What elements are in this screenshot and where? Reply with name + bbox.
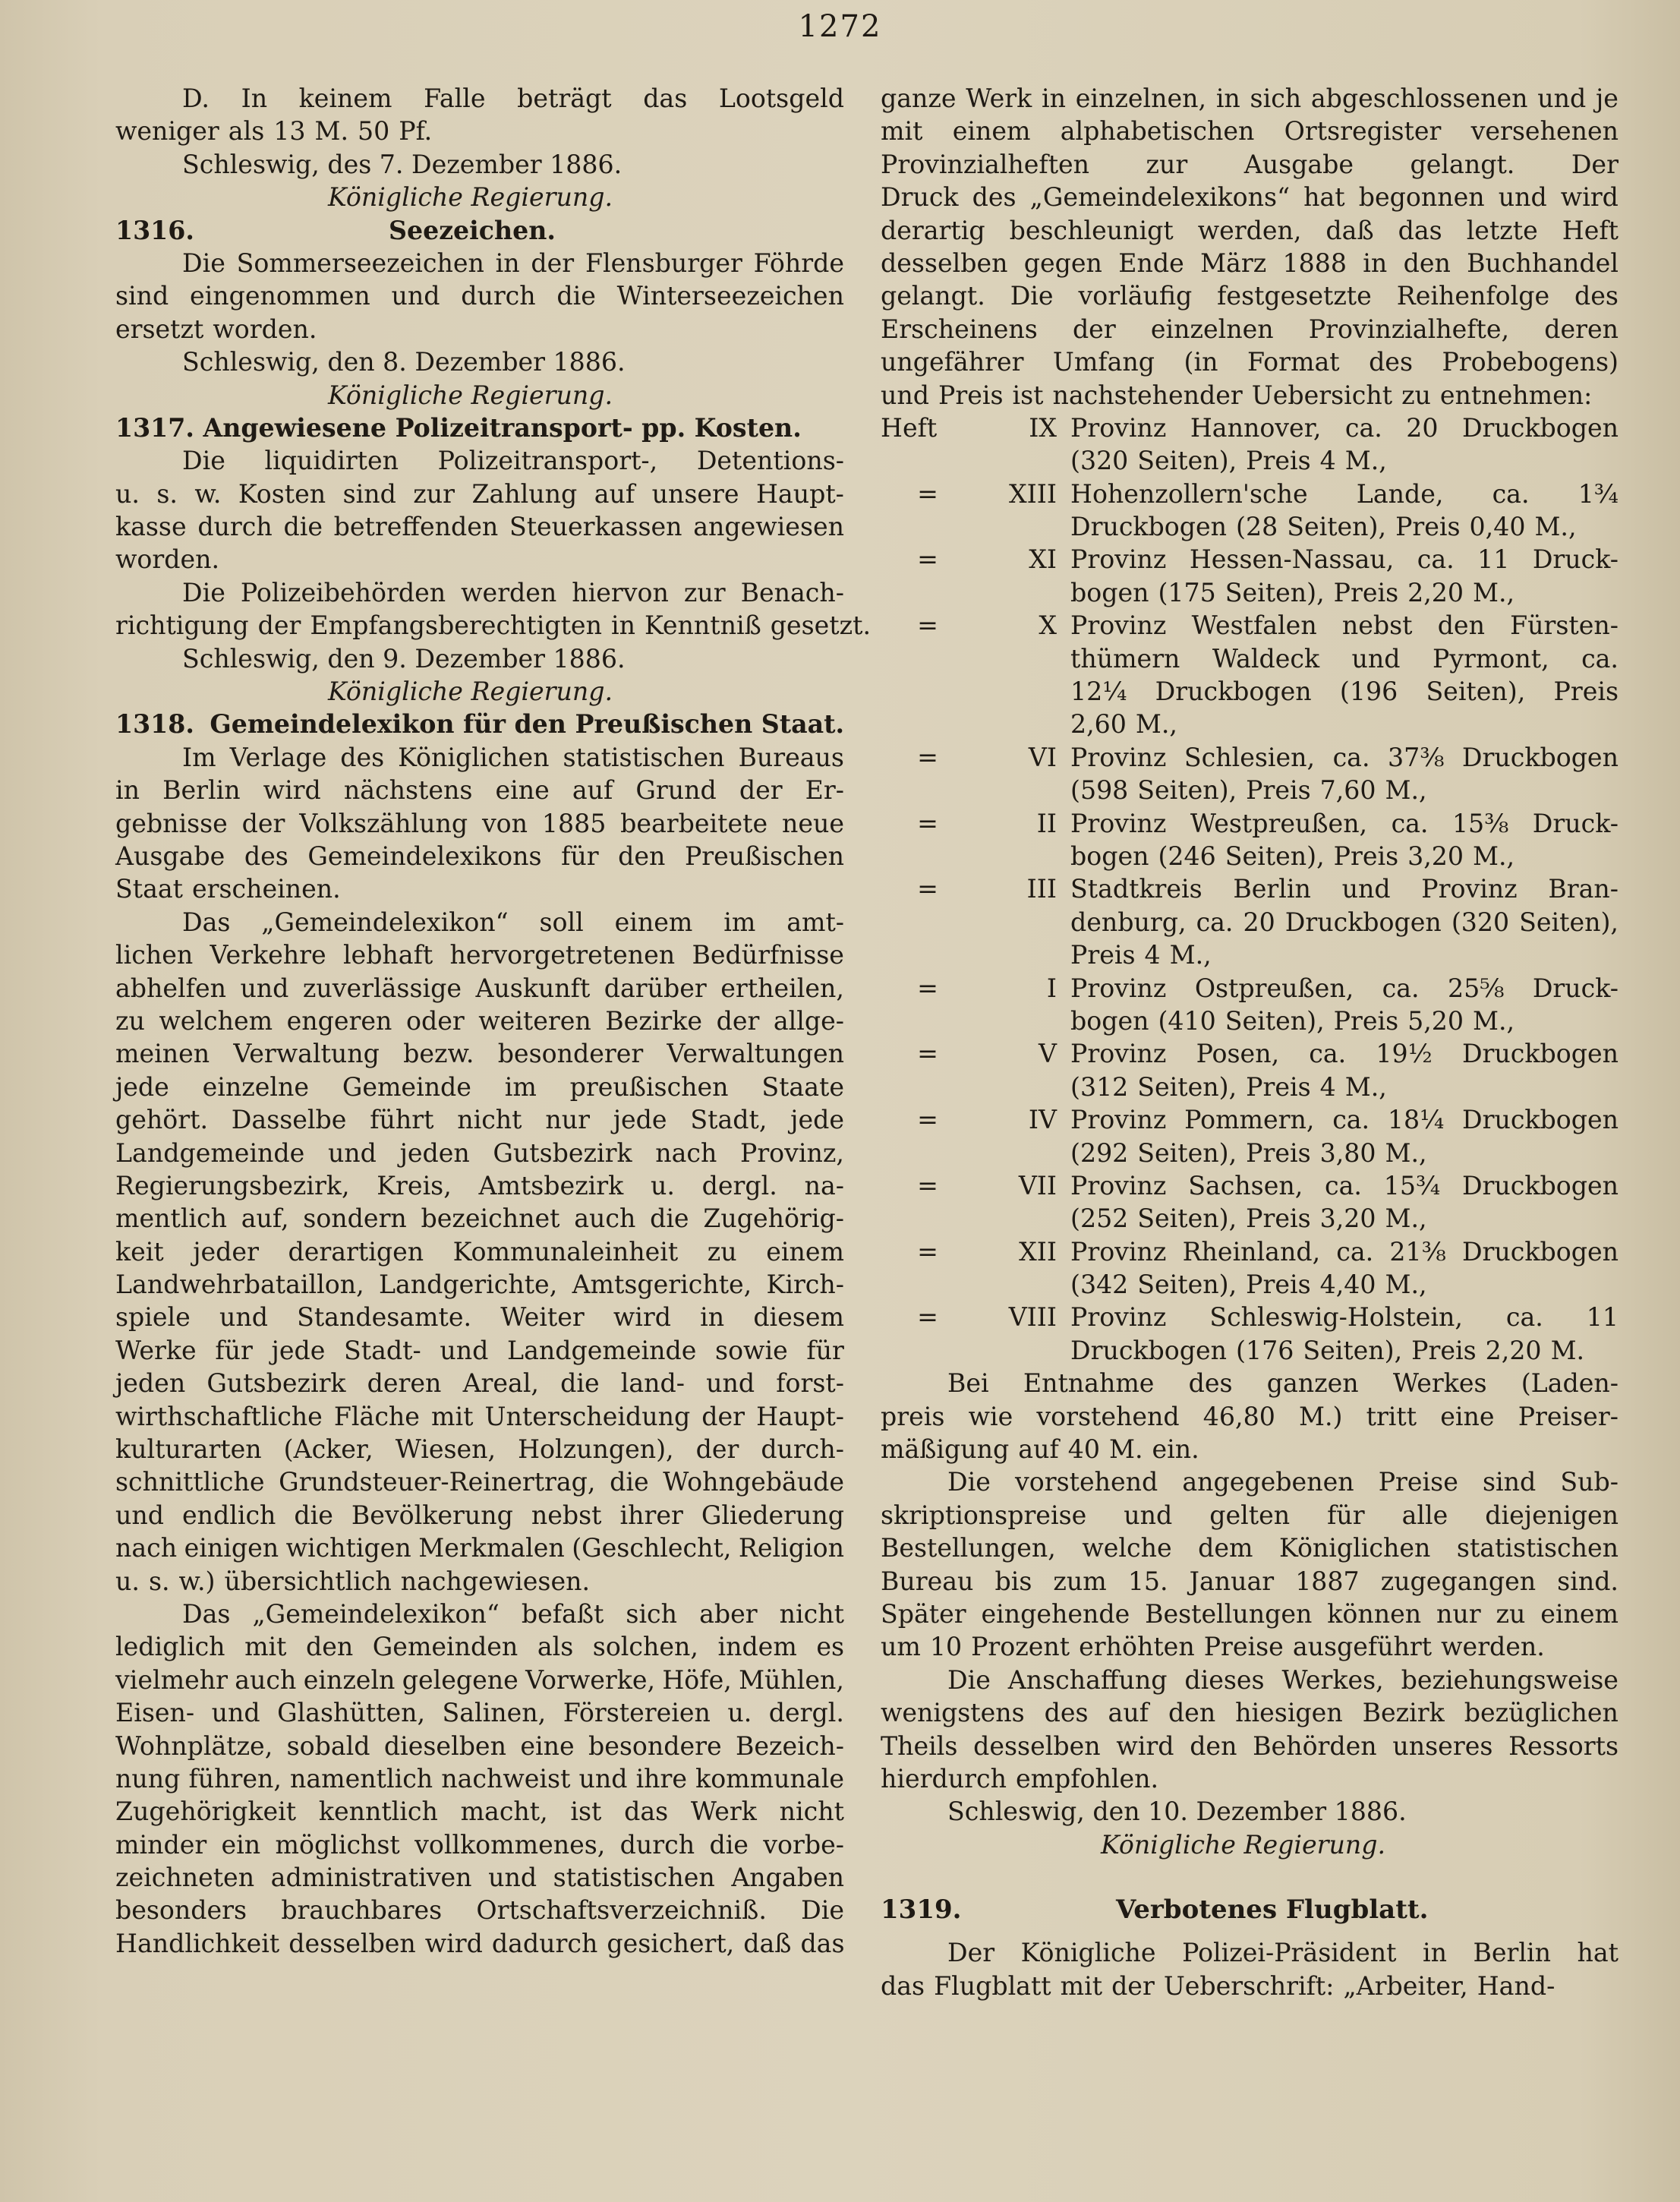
text-line: Im Verlage des Königlichen statistischen Bureaus [182, 742, 844, 772]
text-line: jeden Gutsbezirk deren Areal, die land- und forst- [115, 1368, 844, 1399]
text-line: Das „Gemeindelexikon“ befaßt sich aber nicht [182, 1598, 844, 1629]
text-line: Landwehrbataillon, Landgerichte, Amtsgerichte, Kirch- [115, 1270, 844, 1300]
section-1319-text [881, 1936, 1619, 2002]
text-line: Staat erscheinen. [115, 874, 341, 904]
heft-number: X [1039, 610, 1057, 641]
text-line: kasse durch die betreffenden Steuerkassen angewiesen [115, 512, 844, 542]
ditto-mark: = [917, 973, 938, 1003]
section-1318-paragraph-3 [115, 1598, 844, 1960]
heft-description: Provinz Rheinland, ca. 21⅜ Druckbogen [1070, 1236, 1619, 1267]
heft-description: Provinz Posen, ca. 19½ Druckbogen [1070, 1039, 1619, 1069]
ditto-mark: = [917, 1105, 938, 1135]
heft-entry [881, 412, 1619, 444]
text-line: Landgemeinde und jeden Gutsbezirk nach Provinz, [115, 1137, 844, 1168]
section-1318-date: Schleswig, den 10. Dezember 1886. [947, 1797, 1407, 1827]
text-line: Ausgabe des Gemeindelexikons für den Preußischen [115, 841, 844, 871]
text-line: ungefährer Umfang (in Format des Probebogens) [881, 347, 1619, 377]
section-1317-heading: 1317. Angewiesene Polizeitransport- pp. Kosten. [115, 412, 802, 443]
heft-number: VII [1018, 1170, 1057, 1200]
text-line: vielmehr auch einzeln gelegene Vorwerke, Höfe, Mühlen, [115, 1664, 844, 1695]
text-line: Werke für jede Stadt- und Landgemeinde sowie für [115, 1335, 844, 1365]
heft-label: Heft [881, 412, 938, 443]
section-1316-heading: 1316. Seezeichen. [115, 215, 556, 245]
text-line: spiele und Standesamte. Weiter wird in diesem [115, 1302, 844, 1333]
heft-number: VIII [1008, 1302, 1057, 1333]
text-line: Bureau bis zum 15. Januar 1887 zugegangen sind. [881, 1566, 1619, 1596]
heft-continuation: Druckbogen (176 Seiten), Preis 2,20 M. [1070, 1335, 1585, 1365]
heft-continuation: bogen (175 Seiten), Preis 2,20 M., [1070, 577, 1515, 607]
heft-list [881, 412, 1619, 1367]
text-line: Die liquidirten Polizeitransport-, Detentions- [182, 446, 844, 476]
heft-continuation: thümern Waldeck und Pyrmont, ca. [1070, 643, 1619, 674]
section-1316-signature: Königliche Regierung. [328, 380, 613, 410]
heft-description: Provinz Ostpreußen, ca. 25⅝ Druck- [1070, 973, 1619, 1003]
text-line: worden. [115, 544, 220, 575]
heft-continuation: 12¼ Druckbogen (196 Seiten), Preis [1070, 677, 1619, 707]
text-line: Provinzialheften zur Ausgabe gelangt. Der [881, 149, 1619, 179]
page-number: 1272 [798, 9, 882, 44]
section-1318-heading: 1318. Gemeindelexikon für den Preußischen Staat. [115, 709, 844, 740]
text-line: meinen Verwaltung bezw. besonderer Verwaltungen [115, 1039, 844, 1069]
section-1316-text [115, 247, 844, 345]
item-d-date: Schleswig, des 7. Dezember 1886. [182, 149, 623, 179]
section-1318-signature: Königliche Regierung. [1101, 1829, 1386, 1860]
heft-number: VI [1028, 742, 1057, 772]
text-line: Bestellungen, welche dem Königlichen statistischen [881, 1533, 1619, 1563]
text-line: minder ein möglichst vollkommenes, durch die vorbe- [115, 1829, 844, 1860]
text-line: mentlich auf, sondern bezeichnet auch die Zugehörig- [115, 1204, 844, 1234]
heft-number: XI [1029, 544, 1057, 575]
heft-number: IV [1028, 1105, 1057, 1135]
heft-description: Provinz Hannover, ca. 20 Druckbogen [1070, 412, 1619, 443]
paragraph-entnahme [881, 1367, 1619, 1465]
text-line: Die vorstehend angegebenen Preise sind Sub- [947, 1467, 1619, 1497]
heft-description: Provinz Westfalen nebst den Fürsten- [1070, 610, 1619, 641]
heft-entry [881, 543, 1619, 576]
text-line: mäßigung auf 40 M. ein. [881, 1434, 1199, 1465]
text-line: D. In keinem Falle beträgt das Lootsgeld [182, 84, 844, 113]
heft-description: Provinz Schleswig-Holstein, ca. 11 [1070, 1302, 1619, 1333]
heft-number: I [1046, 973, 1057, 1003]
text-line: ersetzt worden. [115, 314, 317, 344]
text-line: lichen Verkehre lebhaft hervorgetretenen Bedürfnisse [115, 940, 844, 970]
heft-entry [881, 478, 1619, 510]
text-line: mit einem alphabetischen Ortsregister versehenen [881, 116, 1619, 147]
ditto-mark: = [917, 1039, 938, 1069]
heft-entry [881, 872, 1619, 905]
text-line: schnittliche Grundsteuer-Reinertrag, die Wohngebäude [115, 1467, 844, 1497]
heft-entry [881, 1103, 1619, 1136]
heft-entry [881, 1037, 1619, 1070]
section-1317-paragraph-1 [115, 444, 844, 576]
text-line: Das „Gemeindelexikon“ soll einem im amt- [182, 907, 844, 937]
ditto-mark: = [917, 1236, 938, 1267]
text-line: preis wie vorstehend 46,80 M.) tritt eine Preiser- [881, 1401, 1619, 1431]
left-column [115, 82, 872, 1960]
section-1318-paragraph-1 [115, 741, 844, 906]
text-line: wenigstens des auf den hiesigen Bezirk bezüglichen [881, 1698, 1619, 1728]
heft-continuation: bogen (410 Seiten), Preis 5,20 M., [1070, 1005, 1515, 1036]
section-1317-signature: Königliche Regierung. [328, 677, 613, 707]
text-line: Zugehörigkeit kenntlich macht, ist das Werk nicht [115, 1797, 844, 1827]
text-line: keit jeder derartigen Kommunaleinheit zu einem [115, 1236, 844, 1267]
text-line: gebnisse der Volkszählung von 1885 bearbeitete neue [115, 808, 844, 838]
heft-continuation: (292 Seiten), Preis 3,80 M., [1070, 1137, 1427, 1168]
section-1319-heading: 1319. Verbotenes Flugblatt. [881, 1894, 1429, 1926]
item-d-text [115, 82, 844, 148]
text-line: richtigung der Empfangsberechtigten in Kenntniß gesetzt. [115, 610, 872, 641]
text-line: zu welchem engeren oder weiteren Bezirke der allge- [115, 1005, 844, 1036]
heft-entry [881, 807, 1619, 840]
heft-number: XIII [1009, 478, 1057, 509]
paragraph-anschaffung [881, 1664, 1619, 1796]
text-line: in Berlin wird nächstens eine auf Grund der Er- [115, 775, 844, 806]
text-line: Der Königliche Polizei-Präsident in Berlin hat [947, 1938, 1619, 1968]
heft-continuation: Preis 4 M., [1070, 940, 1212, 970]
text-line: Eisen- und Glashütten, Salinen, Förstereien u. dergl. [115, 1698, 844, 1728]
heft-entry [881, 741, 1619, 774]
text-line: um 10 Prozent erhöhten Preise ausgeführt werden. [881, 1632, 1545, 1662]
heft-entry [881, 609, 1619, 642]
ditto-mark: = [917, 610, 938, 641]
heft-entry [881, 1301, 1619, 1333]
heft-description: Provinz Westpreußen, ca. 15⅜ Druck- [1070, 808, 1619, 838]
section-1317-date: Schleswig, den 9. Dezember 1886. [182, 643, 626, 674]
ditto-mark: = [917, 1302, 938, 1333]
text-line: Die Anschaffung dieses Werkes, beziehungsweise [947, 1664, 1619, 1695]
ditto-mark: = [917, 544, 938, 575]
heft-description: Provinz Pommern, ca. 18¼ Druckbogen [1070, 1105, 1619, 1135]
heft-continuation: denburg, ca. 20 Druckbogen (320 Seiten), [1070, 907, 1619, 937]
text-line: jede einzelne Gemeinde im preußischen Staate [115, 1071, 844, 1102]
text-line: skriptionspreise und gelten für alle diejenigen [881, 1500, 1619, 1530]
item-d-signature: Königliche Regierung. [328, 182, 613, 213]
text-line: zeichneten administrativen und statistischen Angaben [115, 1863, 844, 1893]
heft-continuation: Druckbogen (28 Seiten), Preis 0,40 M., [1070, 512, 1577, 542]
heft-number: IX [1029, 412, 1057, 443]
section-1316-date: Schleswig, den 8. Dezember 1886. [182, 347, 626, 377]
heft-number: III [1026, 874, 1057, 904]
text-line: und Preis ist nachstehender Uebersicht zu entnehmen: [881, 380, 1593, 410]
heft-description: Provinz Sachsen, ca. 15¾ Druckbogen [1070, 1170, 1619, 1200]
ditto-mark: = [917, 808, 938, 838]
heft-number: II [1036, 808, 1057, 838]
section-1318-paragraph-2 [115, 906, 844, 1598]
heft-description: Hohenzollern'sche Lande, ca. 1¾ [1070, 478, 1619, 509]
ditto-mark: = [917, 1170, 938, 1200]
text-line: Druck des „Gemeindelexikons“ hat begonnen und wird [881, 182, 1619, 213]
text-line: Regierungsbezirk, Kreis, Amtsbezirk u. dergl. na- [115, 1170, 844, 1200]
text-line: das Flugblatt mit der Ueberschrift: „Arbeiter, Hand- [881, 1970, 1555, 2001]
text-line: wirthschaftliche Fläche mit Unterscheidung der Haupt- [115, 1401, 844, 1431]
heft-description: Stadtkreis Berlin und Provinz Bran- [1070, 874, 1619, 904]
paragraph-preise [881, 1465, 1619, 1663]
text-line: sind eingenommen und durch die Winterseezeichen [115, 281, 844, 311]
text-line: gelangt. Die vorläufig festgesetzte Reihenfolge des [881, 281, 1619, 311]
heft-description: Provinz Schlesien, ca. 37⅜ Druckbogen [1070, 742, 1619, 772]
section-1318-continuation [881, 82, 1619, 412]
ditto-mark: = [917, 874, 938, 904]
right-column [881, 82, 1619, 2002]
text-line: nung führen, namentlich nachweist und ihre kommunale [115, 1763, 844, 1793]
heft-entry [881, 972, 1619, 1005]
heft-continuation: (342 Seiten), Preis 4,40 M., [1070, 1270, 1427, 1300]
ditto-mark: = [917, 478, 938, 509]
heft-continuation: (312 Seiten), Preis 4 M., [1070, 1071, 1387, 1102]
text-line: Bei Entnahme des ganzen Werkes (Laden- [947, 1368, 1619, 1399]
text-line: desselben gegen Ende März 1888 in den Buchhandel [881, 248, 1619, 278]
text-line: derartig beschleunigt werden, daß das letzte Heft [881, 215, 1619, 245]
heft-continuation: (598 Seiten), Preis 7,60 M., [1070, 775, 1427, 806]
text-line: hierdurch empfohlen. [881, 1763, 1159, 1793]
heft-continuation: 2,60 M., [1070, 709, 1177, 740]
heft-description: Provinz Hessen-Nassau, ca. 11 Druck- [1070, 544, 1619, 575]
text-line: Theils desselben wird den Behörden unseres Ressorts [881, 1730, 1619, 1761]
heft-continuation: bogen (246 Seiten), Preis 3,20 M., [1070, 841, 1515, 871]
text-line: Später eingehende Bestellungen können nur zu einem [881, 1598, 1619, 1629]
text-line: abhelfen und zuverlässige Auskunft darüber ertheilen, [115, 973, 844, 1003]
heft-number: V [1039, 1039, 1057, 1069]
text-line: u. s. w. Kosten sind zur Zahlung auf unsere Haupt- [115, 478, 844, 509]
text-line: und endlich die Bevölkerung nebst ihrer Gliederung [115, 1500, 844, 1530]
heft-entry [881, 1235, 1619, 1268]
section-1317-paragraph-2 [115, 576, 872, 642]
heft-entry [881, 1169, 1619, 1202]
text-line: Handlichkeit desselben wird dadurch gesichert, daß das [115, 1928, 845, 1958]
text-line: besonders brauchbares Ortschaftsverzeichniß. Die [115, 1895, 844, 1926]
heft-number: XII [1019, 1236, 1057, 1267]
text-line: Die Sommerseezeichen in der Flensburger Föhrde [182, 248, 844, 278]
text-line: ganze Werk in einzelnen, in sich abgeschlossenen und je [881, 84, 1619, 113]
text-line: u. s. w.) übersichtlich nachgewiesen. [115, 1566, 591, 1596]
text-line: kulturarten (Acker, Wiesen, Holzungen), der durch- [115, 1434, 844, 1465]
text-line: lediglich mit den Gemeinden als solchen, indem es [115, 1632, 844, 1662]
heft-continuation: (252 Seiten), Preis 3,20 M., [1070, 1204, 1427, 1234]
text-line: Erscheinens der einzelnen Provinzialhefte, deren [881, 314, 1619, 344]
text-line: Wohnplätze, sobald dieselben eine besondere Bezeich- [115, 1730, 844, 1761]
text-line: nach einigen wichtigen Merkmalen (Geschlecht, Religion [115, 1533, 844, 1563]
text-line: weniger als 13 M. 50 Pf. [115, 116, 433, 147]
text-line: Die Polizeibehörden werden hiervon zur Benach- [182, 577, 844, 607]
heft-continuation: (320 Seiten), Preis 4 M., [1070, 446, 1387, 476]
text-line: gehört. Dasselbe führt nicht nur jede Stadt, jede [115, 1105, 844, 1135]
ditto-mark: = [917, 742, 938, 772]
